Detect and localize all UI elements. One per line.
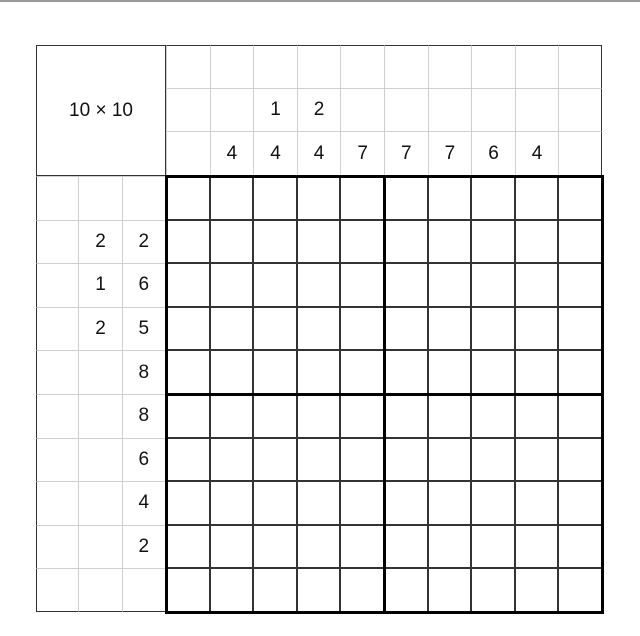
grid-cell[interactable]: [428, 394, 472, 438]
row-clue-cell: [79, 525, 122, 569]
row-clue-cell: 2: [123, 525, 166, 569]
grid-cell[interactable]: [428, 263, 472, 307]
grid-cell[interactable]: [428, 568, 472, 612]
row-clue-cell: [123, 176, 166, 220]
grid-cell[interactable]: [515, 394, 559, 438]
grid-cell[interactable]: [253, 568, 297, 612]
grid-cell[interactable]: [558, 307, 602, 351]
column-clue-cell: 7: [340, 132, 384, 176]
row-clue-cell: [36, 394, 79, 438]
grid-cell[interactable]: [515, 263, 559, 307]
grid-cell[interactable]: [340, 525, 384, 569]
row-clue-cell: 2: [123, 220, 166, 264]
grid-cell[interactable]: [515, 481, 559, 525]
grid-cell[interactable]: [210, 438, 254, 482]
grid-cell[interactable]: [384, 176, 428, 220]
grid-cell[interactable]: [471, 394, 515, 438]
column-clue-cell: 4: [253, 132, 297, 176]
grid-cell[interactable]: [384, 220, 428, 264]
column-clue-cell: [166, 45, 210, 89]
grid-cell[interactable]: [471, 568, 515, 612]
row-clue-cell: [36, 220, 79, 264]
grid-cell[interactable]: [428, 307, 472, 351]
column-clue-cell: [558, 45, 602, 89]
grid-cell[interactable]: [297, 263, 341, 307]
top-divider: [0, 0, 640, 2]
row-clue-cell: 6: [123, 438, 166, 482]
grid-cell[interactable]: [166, 481, 210, 525]
grid-cell[interactable]: [297, 176, 341, 220]
row-clue-cell: 2: [79, 307, 122, 351]
row-clue-cell: 6: [123, 263, 166, 307]
row-clue-cell: [36, 438, 79, 482]
grid-cell[interactable]: [166, 394, 210, 438]
grid-cell[interactable]: [166, 438, 210, 482]
grid-cell[interactable]: [210, 263, 254, 307]
grid-cell[interactable]: [297, 481, 341, 525]
grid-cell[interactable]: [428, 481, 472, 525]
grid-cell[interactable]: [210, 220, 254, 264]
grid-cell[interactable]: [428, 350, 472, 394]
row-clue-cell: 5: [123, 307, 166, 351]
grid-cell[interactable]: [297, 438, 341, 482]
grid-cell[interactable]: [471, 350, 515, 394]
grid-cell[interactable]: [428, 220, 472, 264]
grid-block-line: [165, 611, 604, 614]
column-clue-cell: [384, 45, 428, 89]
column-clue-cell: [558, 89, 602, 133]
grid-cell[interactable]: [384, 307, 428, 351]
grid-cell[interactable]: [471, 263, 515, 307]
column-clue-cell: [428, 89, 472, 133]
grid-cell[interactable]: [166, 350, 210, 394]
grid-cell[interactable]: [558, 525, 602, 569]
row-clue-cell: [36, 525, 79, 569]
grid-cell[interactable]: [166, 525, 210, 569]
grid-cell[interactable]: [515, 525, 559, 569]
grid-cell[interactable]: [340, 220, 384, 264]
grid-cell[interactable]: [210, 481, 254, 525]
row-clue-cell: [79, 350, 122, 394]
grid-cell[interactable]: [253, 525, 297, 569]
grid-cell[interactable]: [471, 220, 515, 264]
row-clue-cell: 4: [123, 481, 166, 525]
grid-cell[interactable]: [558, 220, 602, 264]
grid-cell[interactable]: [471, 438, 515, 482]
grid-cell[interactable]: [340, 394, 384, 438]
row-clue-cell: 2: [79, 220, 122, 264]
grid-cell[interactable]: [384, 438, 428, 482]
grid-cell[interactable]: [515, 220, 559, 264]
grid-cell[interactable]: [384, 394, 428, 438]
grid-cell[interactable]: [253, 220, 297, 264]
column-clue-cell: [471, 45, 515, 89]
column-clue-cell: [253, 45, 297, 89]
grid-cell[interactable]: [297, 394, 341, 438]
column-clue-cell: [166, 89, 210, 133]
column-clue-cell: [515, 45, 559, 89]
grid-cell[interactable]: [166, 176, 210, 220]
grid-cell[interactable]: [558, 350, 602, 394]
column-clue-cell: 7: [428, 132, 472, 176]
grid-cell[interactable]: [253, 438, 297, 482]
column-clue-cell: [384, 89, 428, 133]
grid-cell[interactable]: [471, 481, 515, 525]
grid-cell[interactable]: [471, 176, 515, 220]
grid-cell[interactable]: [166, 263, 210, 307]
grid-cell[interactable]: [428, 438, 472, 482]
grid-cell[interactable]: [340, 438, 384, 482]
grid-cell[interactable]: [558, 394, 602, 438]
row-clue-cell: [36, 176, 79, 220]
row-clue-cell: 8: [123, 350, 166, 394]
row-clue-cell: [79, 176, 122, 220]
grid-cell[interactable]: [166, 307, 210, 351]
grid-cell[interactable]: [515, 350, 559, 394]
grid-cell[interactable]: [253, 481, 297, 525]
row-clue-cell: [123, 568, 166, 612]
row-clue-cell: [79, 394, 122, 438]
grid-cell[interactable]: [471, 307, 515, 351]
grid-cell[interactable]: [340, 176, 384, 220]
grid-cell[interactable]: [558, 176, 602, 220]
grid-cell[interactable]: [210, 307, 254, 351]
grid-cell[interactable]: [253, 263, 297, 307]
column-clue-cell: 7: [384, 132, 428, 176]
grid-block-line: [601, 175, 604, 614]
row-clue-cell: [79, 438, 122, 482]
row-clue-cell: 1: [79, 263, 122, 307]
column-clue-cell: [515, 89, 559, 133]
puzzle-size-label: 10 × 10: [36, 45, 166, 176]
grid-cell[interactable]: [166, 568, 210, 612]
grid-cell[interactable]: [253, 394, 297, 438]
column-clue-cell: [210, 89, 254, 133]
grid-cell[interactable]: [515, 568, 559, 612]
column-clue-cell: 4: [515, 132, 559, 176]
row-clue-cell: [36, 307, 79, 351]
grid-cell[interactable]: [297, 525, 341, 569]
grid-block-line: [165, 393, 604, 396]
grid-cell[interactable]: [210, 394, 254, 438]
grid-cell[interactable]: [340, 307, 384, 351]
grid-cell[interactable]: [166, 220, 210, 264]
grid-cell[interactable]: [558, 568, 602, 612]
column-clue-cell: 6: [471, 132, 515, 176]
grid-cell[interactable]: [210, 350, 254, 394]
grid-cell[interactable]: [384, 350, 428, 394]
grid-cell[interactable]: [253, 176, 297, 220]
grid-cell[interactable]: [210, 568, 254, 612]
grid-cell[interactable]: [297, 220, 341, 264]
column-clue-cell: 2: [297, 89, 341, 133]
grid-cell[interactable]: [558, 263, 602, 307]
row-clue-cell: [79, 481, 122, 525]
grid-cell[interactable]: [471, 525, 515, 569]
grid-cell[interactable]: [384, 568, 428, 612]
grid-cell[interactable]: [253, 307, 297, 351]
column-clue-cell: 1: [253, 89, 297, 133]
column-clue-cell: [558, 132, 602, 176]
nonogram-puzzle: [36, 45, 603, 612]
grid-cell[interactable]: [384, 525, 428, 569]
row-clue-cell: [36, 481, 79, 525]
column-clue-cell: [340, 45, 384, 89]
grid-cell[interactable]: [515, 307, 559, 351]
column-clue-cell: 4: [297, 132, 341, 176]
grid-cell[interactable]: [428, 525, 472, 569]
grid-cell[interactable]: [428, 176, 472, 220]
grid-cell[interactable]: [297, 350, 341, 394]
grid-cell[interactable]: [384, 263, 428, 307]
grid-cell[interactable]: [340, 350, 384, 394]
grid-cell[interactable]: [340, 481, 384, 525]
grid-cell[interactable]: [515, 438, 559, 482]
grid-cell[interactable]: [210, 176, 254, 220]
grid-cell[interactable]: [515, 176, 559, 220]
grid-cell[interactable]: [340, 568, 384, 612]
grid-cell[interactable]: [210, 525, 254, 569]
column-clue-cell: [210, 45, 254, 89]
grid-cell[interactable]: [297, 307, 341, 351]
row-clue-cell: [36, 568, 79, 612]
column-clue-cell: [471, 89, 515, 133]
row-clue-cell: 8: [123, 394, 166, 438]
column-clue-cell: [297, 45, 341, 89]
grid-cell[interactable]: [384, 481, 428, 525]
grid-cell[interactable]: [297, 568, 341, 612]
column-clue-cell: [340, 89, 384, 133]
grid-cell[interactable]: [340, 263, 384, 307]
grid-cell[interactable]: [558, 481, 602, 525]
column-clue-cell: [166, 132, 210, 176]
row-clue-cell: [36, 350, 79, 394]
column-clue-cell: 4: [210, 132, 254, 176]
grid-cell[interactable]: [558, 438, 602, 482]
column-clue-cell: [428, 45, 472, 89]
row-clue-cell: [79, 568, 122, 612]
row-clue-cell: [36, 263, 79, 307]
grid-cell[interactable]: [253, 350, 297, 394]
